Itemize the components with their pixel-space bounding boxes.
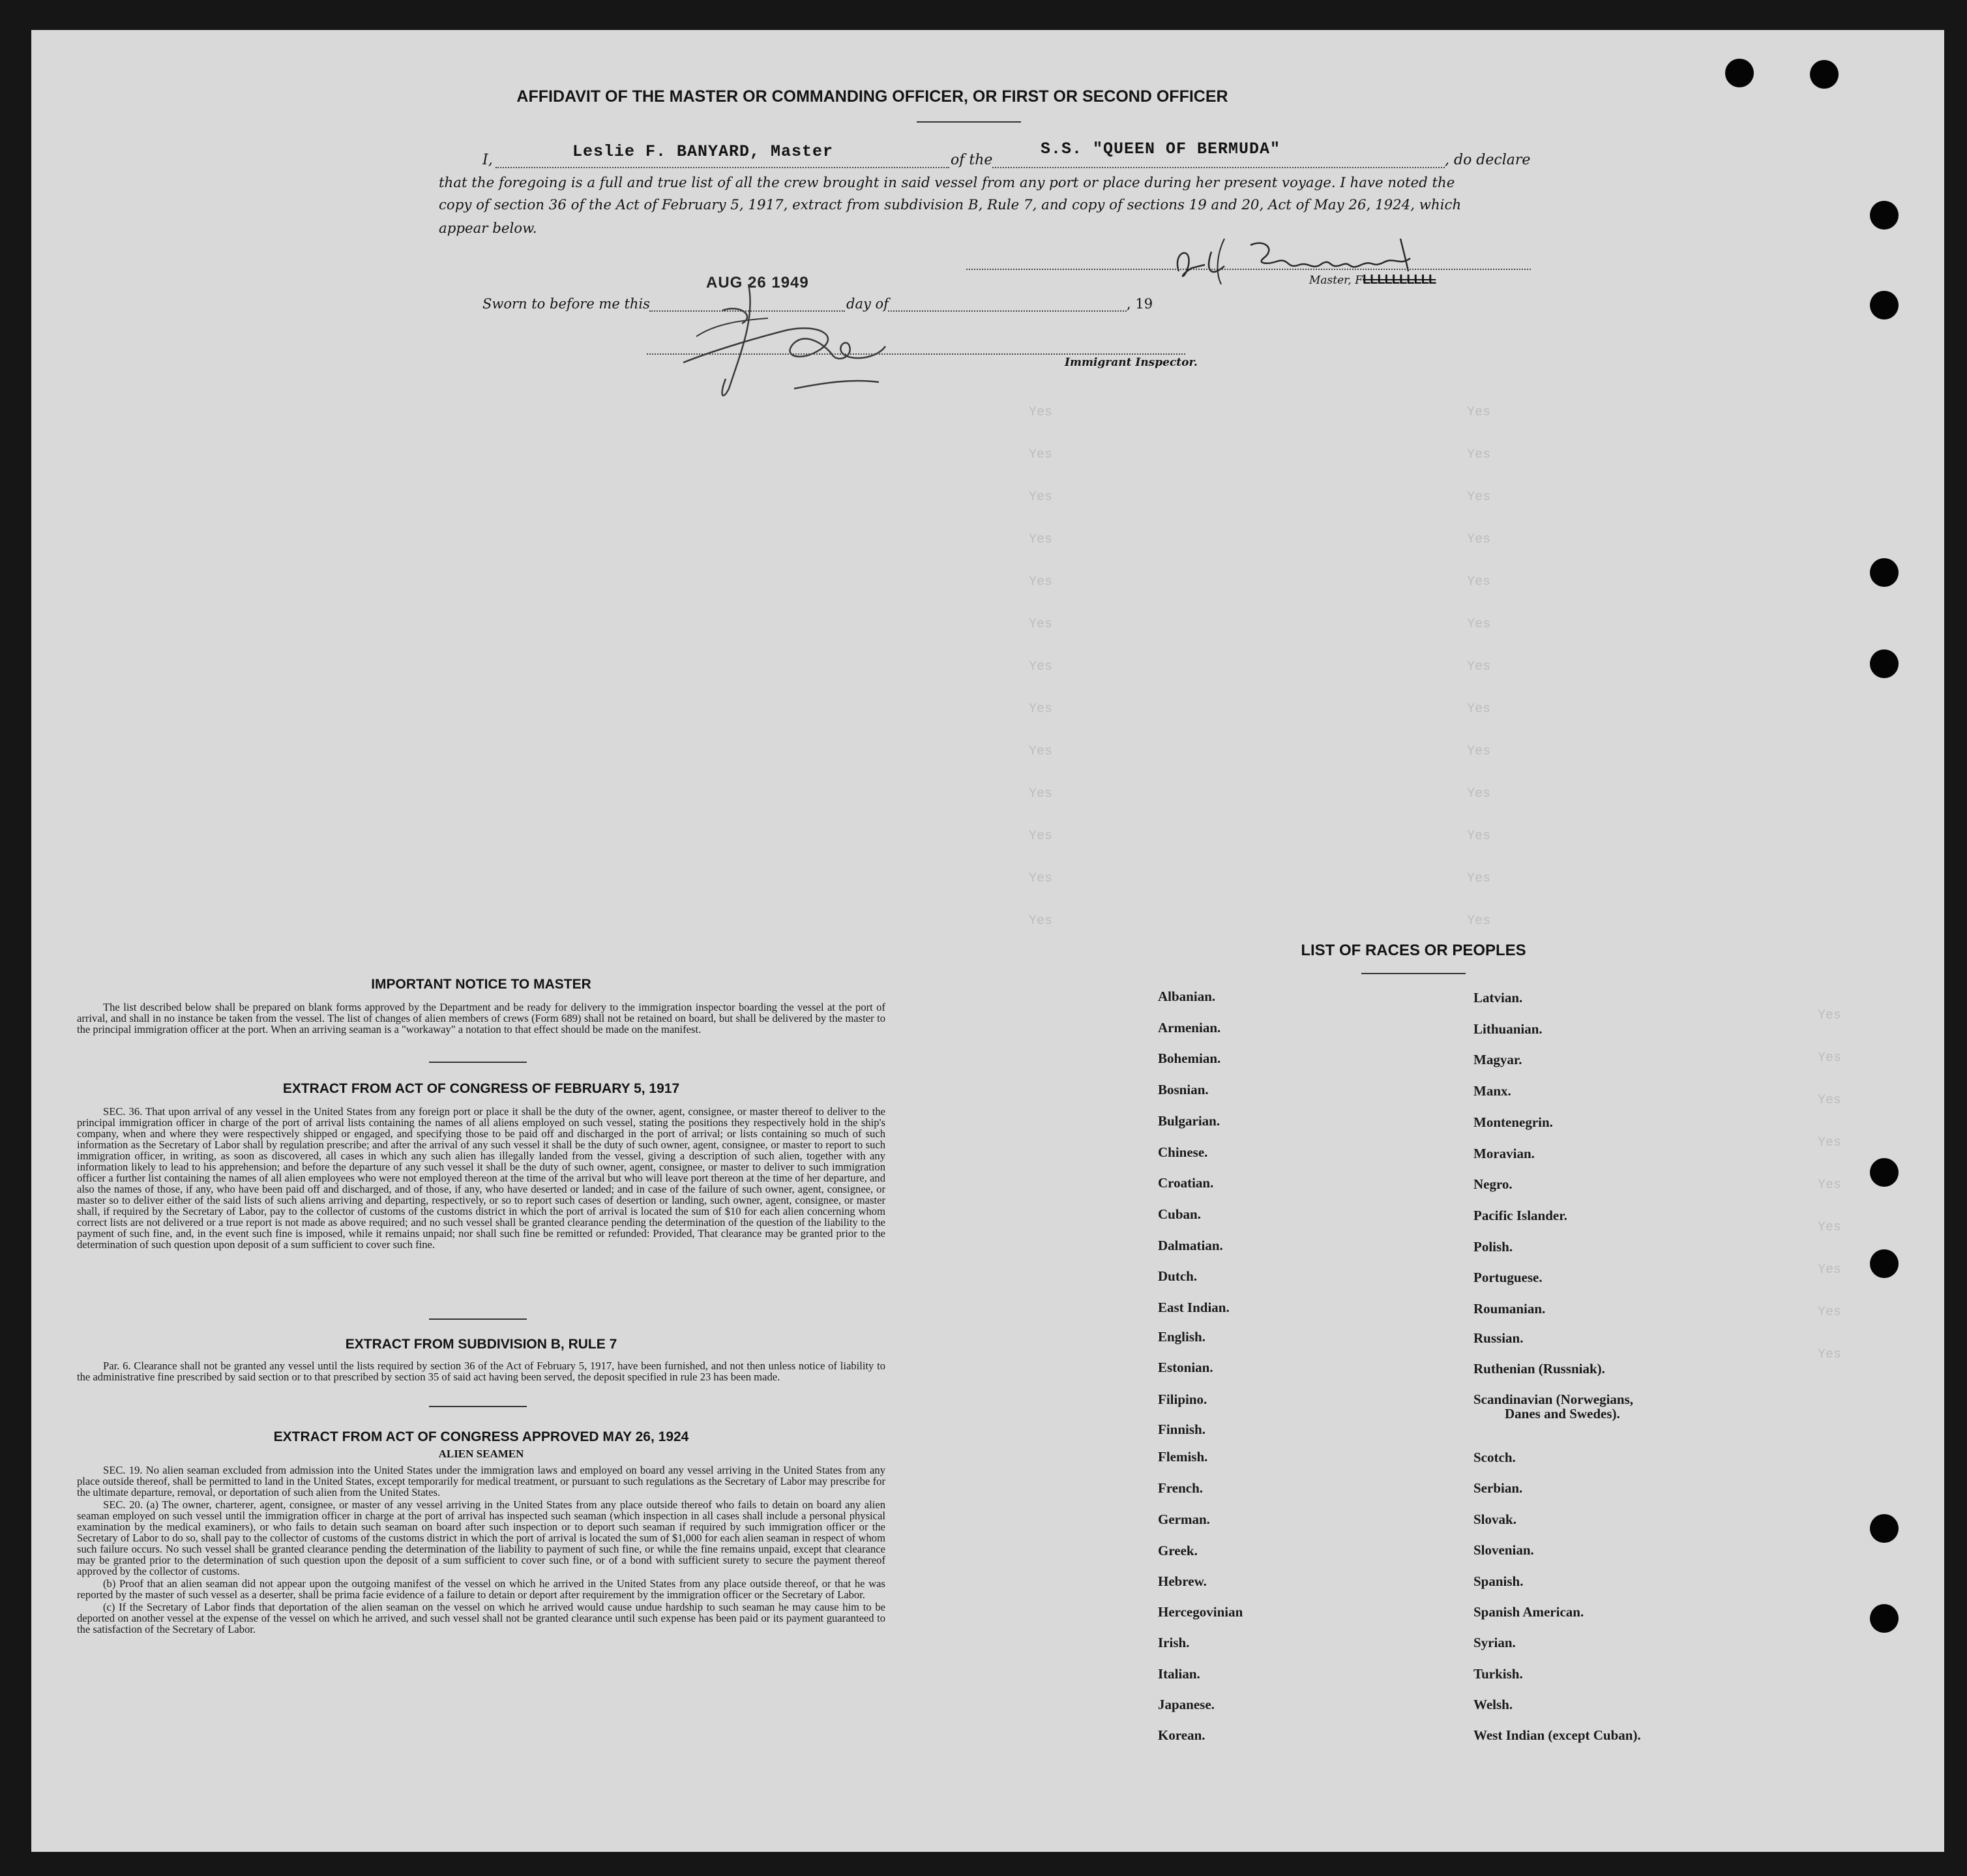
extract-1924-title: EXTRACT FROM ACT OF CONGRESS APPROVED MAY 26, 1924 [273, 1429, 689, 1444]
race-item: Filipino. [1158, 1392, 1207, 1407]
notice-paragraph: The list described below shall be prepared on blank forms approved by the Department and be ready for delivery to the immigration inspector boarding the vessel at the port of arrival, and shall in no instance be taken from the vessel. The list of changes of alien members of crews (Form 689) shall not be retained on board, but shall be delivered by the master to the principal immigration officer at the port. When an arriving seaman is a "workaway" a notation to that effect should be made on the manifest. [77, 1001, 885, 1035]
race-item: Finnish. [1158, 1422, 1205, 1437]
race-item: Portuguese. [1473, 1270, 1543, 1286]
manifest-page: Yes Yes Yes Yes Yes Yes Yes Yes Yes Yes Yes Yes Yes Yes Yes Yes Yes Yes Yes Yes Yes Yes Yes Yes Yes Yes Yes Yes Yes Yes Yes Yes Yes Yes Yes AFFIDAVIT OF THE MASTER OR COMMANDING OFFICER, OR FIRST OR SECOND OFFICER I, Leslie F. BANYARD, Master of the S.S. "QUEEN OF BERMUDA" , do declare that the foregoing is a full and true list of all the crew brought in said vessel from any port or place during her present voyage. I have noted the copy of section 36 of the Act of February 5, 1917, extract from subdivision B, Rule 7, and copy of sections 19 and 20, Act of May 26, 1924, which appear below. Master, FLLLLLLLLLL Sworn to before me this AUG 26 1949 day of , 19 Immigrant Inspector. IMPORTANT NOTICE TO MASTER The list described below shall be prepared on blank forms approved by the Department and be ready for delivery to the immigration inspector boarding the vessel at the port of arrival, and shall in no instance be taken from the vessel. The list of changes of alien members of crews (Form 689) shall not be retained on board, but shall be delivered by the master to the principal immigration officer at the port. When an arriving seaman is a "workaway" a notation to that effect should be made on the manifest. EXTRACT FROM ACT OF CONGRESS OF FEBRUARY 5, 1917 SEC. 36. That upon arrival of any vessel in the United States from any foreign port or place it shall be the duty of the owner, agent, consignee, or master thereof to deliver to the principal immigration officer in charge of the port of arrival lists containing the names of all aliens employed on such vessel, stating the positions they respectively hold in the ship's company, when and where they were respectively shipped or engaged, and specifying those to be paid off and discharged in the port of arrival; or lists containing so much of such information as the Secretary of Labor shall by regulation prescribe; and after the arrival of any such vessel it shall be the duty of such owner, agent, consignee, or master to report to such immigration officer, in writing, as soon as discovered, all cases in which any such alien has illegally landed from the vessel, giving a description of such alien, together with any information likely to lead to his apprehension; and before the departure of any such vessel it shall be the duty of such owner, agent, consignee, or master to deliver to such immigration officer a further list containing the names of all alien employees who were not employed thereon at the time of the arrival but who will leave port thereon at the time of her departure, and also the names of those, if any, who have been paid off and discharged, and of those, if any, who have deserted or landed; and in case of the failure of such owner, agent, consignee, or master so to deliver either of the said lists of such aliens arriving and departing, respectively, or so to report such cases of desertion or landing, such owner, agent, consignee, or master shall, if required by the Secretary of Labor, pay to the collector of customs of the customs district in which the port of arrival is located the sum of $10 for each alien concerning whom correct lists are not delivered or a true report is not made as above required; and no such vessel shall be granted clearance pending the determination of the question of the liability to the payment of such fine, and, in the event such fine is imposed, while it remains unpaid; nor shall such fine be remitted or refunded: Provided, That clearance may be granted prior to the determination of such question upon deposit of a sum sufficient to cover such fine. EXTRACT FROM SUBDIVISION B, RULE 7 Par. 6. Clearance shall not be granted any vessel until the lists required by section 36 of the Act of February 5, 1917, have been furnished, and not then unless notice of liability to the administrative fine prescribed by said section or to that prescribed by section 35 of said act having been served, the deposit specified in rule 23 has been made. EXTRACT FROM ACT OF CONGRESS APPROVED MAY 26, 1924 ALIEN SEAMEN SEC. 19. No alien seaman excluded from admission into the United States under the immigration laws and employed on board any vessel arriving in the United States from any place outside thereof, shall be permitted to land in the United States, except temporarily for medical treatment, or pursuant to such regulations as the Secretary of Labor may prescribe for the ultimate departure, removal, or deportation of such alien from the United States. SEC. 20. (a) The owner, charterer, agent, consignee, or master of any vessel arriving in the United States from any place outside thereof who fails to detain on board any alien seaman employed on such vessel until the immigration officer in charge at the port of arrival has inspected such seaman (which inspection in all cases shall include a personal physical examination by the medical examiners), or who fails to detain such seaman on board after such inspection or to deport such seaman if required by such immigration officer or the Secretary of Labor to do so, shall pay to the collector of customs of the customs district in which the port of arrival is located the sum of $1,000 for each alien seaman in respect of whom such failure occurs. No such vessel shall be granted clearance pending the determination of the liability to payment of such fine, or while the fine remains unpaid, except that clearance may be granted prior to the determination of such question upon the deposit of a sum sufficient to cover such fine, or of a bond with sufficient surety to secure the payment thereof approved by the collector of customs. (b) Proof that an alien seaman did not appear upon the outgoing manifest of the vessel on which he arrived in the United States from any place outside thereof, or that he was reported by the master of such vessel as a deserter, shall be prima facie evidence of a failure to detain or deport after requirement by the immigration officer or the Secretary of Labor. (c) If the Secretary of Labor finds that deportation of the alien seaman on the vessel on which he arrived would cause undue hardship to such seaman he may cause him to be deported on another vessel at the expense of the vessel on which he arrived, and such vessel shall not be granted clearance until such expense has been paid or its payment guaranteed to the satisfaction of the Secretary of Labor. LIST OF RACES OR PEOPLES Albanian. Armenian. Bohemian. Bosnian. Bulgarian. Chinese. Croatian. Cuban. Dalmatian. Dutch. East Indian. English. Estonian. Filipino. Finnish. Flemish. French. German. Greek. Hebrew. Hercegovinian Irish. Italian. Japanese. Korean. Latvian. Lithuanian. Magyar. Manx. Montenegrin. Moravian. Negro. Pacific Islander. Polish. Portuguese. Roumanian. Russian. Ruthenian (Russniak). Scandinavian (Norwegians, Danes and Swedes). Scotch. Serbian. Slovak. Slovenian. Spanish. Spanish American. Syrian. Turkish. Welsh. West Indian (except Cuban). [31, 30, 1944, 1852]
master-title-struck: LLLLLLLLLL [1363, 273, 1436, 287]
race-item: Italian. [1158, 1666, 1200, 1682]
race-item: Slovak. [1473, 1511, 1516, 1527]
extract-rule7-paragraph: Par. 6. Clearance shall not be granted any vessel until the lists required by section 36 of the Act of February 5, 1917, have been furnished, and not then unless notice of liability to the administrative fine prescribed by said section or to that prescribed by section 35 of said act having been served, the deposit specified in rule 23 has been made. [77, 1360, 885, 1383]
race-item: Chinese. [1158, 1144, 1208, 1160]
extract-1924-text [77, 1465, 885, 1636]
race-item: Scotch. [1473, 1450, 1516, 1465]
inspector-signature [657, 258, 918, 408]
race-item: Syrian. [1473, 1635, 1516, 1650]
do-declare-label: , do declare [1445, 152, 1531, 168]
year-label: , 19 [1127, 296, 1153, 312]
punch-hole [1870, 1158, 1899, 1187]
extract-rule7-text [77, 1360, 885, 1384]
race-item: Japanese. [1158, 1697, 1215, 1712]
extract-1924-paragraph: SEC. 19. No alien seaman excluded from admission into the United States under the immigration laws and employed on board any vessel arriving in the United States from any place outside thereof, shall be permitted to land in the United States, except temporarily for medical treatment, or pursuant to such regulations as the Secretary of Labor may prescribe for the ultimate departure, removal, or deportation of such alien from the United States. [77, 1464, 885, 1498]
inspector-label: Immigrant Inspector. [1065, 356, 1198, 369]
divider [429, 1318, 527, 1320]
races-title: LIST OF RACES OR PEOPLES [1301, 942, 1526, 959]
inspector-line [647, 353, 1185, 355]
race-item: Russian. [1473, 1330, 1524, 1346]
affidavit-i-label: I, [482, 152, 493, 168]
punch-hole [1810, 60, 1839, 89]
race-item: Polish. [1473, 1238, 1513, 1255]
race-item: Ruthenian (Russniak). [1473, 1361, 1605, 1377]
race-item: Pacific Islander. [1473, 1207, 1567, 1223]
punch-hole [1870, 291, 1899, 320]
race-item: West Indian (except Cuban). [1473, 1727, 1641, 1743]
race-item: Dutch. [1158, 1268, 1198, 1285]
race-item: Hebrew. [1158, 1573, 1207, 1589]
notice-title: IMPORTANT NOTICE TO MASTER [371, 977, 591, 992]
race-item: Scandinavian (Norwegians, [1473, 1392, 1634, 1407]
race-item: Slovenian. [1473, 1542, 1534, 1558]
divider [1361, 973, 1466, 974]
master-name: Leslie F. BANYARD, Master [572, 142, 834, 161]
race-item: Moravian. [1473, 1145, 1535, 1161]
punch-hole [1870, 201, 1899, 230]
sworn-label: Sworn to before me this [482, 296, 650, 312]
extract-1917-title: EXTRACT FROM ACT OF CONGRESS OF FEBRUARY 5, 1917 [282, 1081, 680, 1096]
race-item: Hercegovinian [1158, 1604, 1243, 1620]
date-stamp: AUG 26 1949 [706, 274, 809, 291]
divider [429, 1406, 527, 1407]
notice-text [77, 1002, 885, 1036]
race-item: Greek. [1158, 1543, 1198, 1558]
punch-hole [1870, 558, 1899, 587]
race-item: Manx. [1473, 1083, 1511, 1099]
race-item: Welsh. [1473, 1697, 1513, 1712]
extract-1917-text [77, 1106, 885, 1251]
punch-hole [1725, 59, 1754, 87]
extract-1924-subtitle: ALIEN SEAMEN [438, 1448, 524, 1460]
race-item: Montenegrin. [1473, 1114, 1553, 1130]
sworn-month-line [888, 310, 1127, 312]
race-item: Croatian. [1158, 1175, 1214, 1191]
race-item: Bohemian. [1158, 1050, 1221, 1067]
race-item: Albanian. [1158, 989, 1216, 1004]
extract-1917-paragraph: SEC. 36. That upon arrival of any vessel in the United States from any foreign port or place it shall be the duty of the owner, agent, consignee, or master thereof to deliver to the principal immigration officer in charge of the port of arrival lists containing the names of all aliens employed on such vessel, stating the positions they respectively hold in the ship's company, when and where they were respectively shipped or engaged, and specifying those to be paid off and discharged in the port of arrival; or lists containing so much of such information as the Secretary of Labor shall by regulation prescribe; and after the arrival of any such vessel it shall be the duty of such owner, agent, consignee, or master to report to such immigration officer, in writing, as soon as discovered, all cases in which any such alien has illegally landed from the vessel, giving a description of such alien, together with any information likely to lead to his apprehension; and before the departure of any such vessel it shall be the duty of such owner, agent, consignee, or master to deliver to such immigration officer a further list containing the names of all alien employees who were not employed thereon at the time of the arrival but who will leave port thereon at the time of her departure, and also the names of those, if any, who have been paid off and discharged, and of those, if any, who have deserted or landed; and in case of the failure of such owner, agent, consignee, or master so to deliver either of the said lists of such aliens arriving and departing, respectively, or so to report such cases of desertion or landing, such owner, agent, consignee, or master shall, if required by the Secretary of Labor, pay to the collector of customs of the customs district in which the port of arrival is located the sum of $10 for each alien concerning whom correct lists are not delivered or a true report is not made as above required; and no such vessel shall be granted clearance pending the determination of the question of the liability to the payment of such fine, and, in the event such fine is imposed, while it remains unpaid; nor shall such fine be remitted or refunded: Provided, That clearance may be granted prior to the determination of such question upon deposit of a sum sufficient to cover such fine. [77, 1105, 885, 1251]
race-item: German. [1158, 1511, 1210, 1527]
divider [429, 1062, 527, 1063]
race-item: Irish. [1158, 1635, 1190, 1650]
race-item: French. [1158, 1480, 1204, 1496]
race-item: Magyar. [1473, 1052, 1522, 1068]
extract-rule7-title: EXTRACT FROM SUBDIVISION B, RULE 7 [345, 1337, 617, 1352]
extract-1924-paragraph: (b) Proof that an alien seaman did not appear upon the outgoing manifest of the vessel on which he arrived in the United States from any place outside thereof, or that he was reported by the master of such vessel as a deserter, shall be prima facie evidence of a failure to detain or deport after requirement by the immigration officer or the Secretary of Labor. [77, 1577, 885, 1601]
race-item: Latvian. [1473, 990, 1523, 1005]
race-item: Armenian. [1158, 1019, 1221, 1035]
race-item: Cuban. [1158, 1206, 1201, 1222]
race-item: Spanish American. [1473, 1604, 1584, 1620]
of-the-label: of the [951, 152, 993, 168]
vessel-name-line [992, 167, 1445, 168]
races-list-right [1473, 990, 1812, 1805]
race-item: Roumanian. [1473, 1301, 1546, 1317]
race-item: Dalmatian. [1158, 1237, 1223, 1253]
extract-1924-paragraph: SEC. 20. (a) The owner, charterer, agent, consignee, or master of any vessel arriving in the United States from any place outside thereof who fails to detain on board any alien seaman employed on such vessel until the immigration officer in charge at the port of arrival has inspected such seaman (which inspection in all cases shall include a personal physical examination by the medical examiners), or who fails to detain such seaman on board after such inspection or to deport such seaman if required by such immigration officer or the Secretary of Labor to do so, shall pay to the collector of customs of the customs district in which the port of arrival is located the sum of $1,000 for each alien seaman in respect of whom such failure occurs. No such vessel shall be granted clearance pending the determination of the liability to payment of such fine, or while the fine remains unpaid, except that clearance may be granted prior to the determination of such question upon the deposit of a sum sufficient to cover such fine, or of a bond with sufficient surety to secure the payment thereof approved by the collector of customs. [77, 1498, 885, 1577]
race-item: Serbian. [1473, 1480, 1523, 1496]
race-item: Spanish. [1473, 1573, 1524, 1589]
race-item: Turkish. [1473, 1666, 1523, 1682]
punch-hole [1870, 649, 1899, 678]
punch-hole [1870, 1249, 1899, 1278]
extract-1924-paragraph: (c) If the Secretary of Labor finds that deportation of the alien seaman on the vessel on which he arrived would cause undue hardship to such seaman he may cause him to be deported on another vessel at the expense of the vessel on which he arrived, and such vessel shall not be granted clearance until such expense has been paid or its payment guaranteed to the satisfaction of the Secretary of Labor. [77, 1601, 885, 1635]
affidavit-line-3: appear below. [439, 220, 537, 237]
race-item: Danes and Swedes). [1505, 1406, 1620, 1422]
affidavit-line-1: that the foregoing is a full and true list of all the crew brought in said vessel from any port or place during her present voyage. I have noted the [439, 175, 1455, 191]
race-item: Lithuanian. [1473, 1020, 1543, 1037]
race-item: East Indian. [1158, 1300, 1230, 1315]
vessel-name: S.S. "QUEEN OF BERMUDA" [1041, 140, 1281, 158]
divider [917, 121, 1021, 123]
punch-hole [1870, 1514, 1899, 1543]
races-list-left [1158, 989, 1393, 1804]
race-item: Bosnian. [1158, 1082, 1209, 1098]
race-item: Flemish. [1158, 1449, 1208, 1465]
punch-hole [1870, 1604, 1899, 1633]
master-title: Master, F [1309, 274, 1363, 287]
race-item: Estonian. [1158, 1360, 1213, 1375]
race-item: Bulgarian. [1158, 1112, 1220, 1129]
affidavit-title: AFFIDAVIT OF THE MASTER OR COMMANDING OFFICER, OR FIRST OR SECOND OFFICER [516, 87, 1228, 106]
race-item: English. [1158, 1329, 1205, 1345]
master-title-label [1309, 273, 1436, 288]
race-item: Negro. [1473, 1176, 1513, 1193]
race-item: Korean. [1158, 1727, 1205, 1743]
day-of-label: day of [846, 296, 889, 312]
master-name-line [495, 167, 949, 168]
affidavit-line-2: copy of section 36 of the Act of February 5, 1917, extract from subdivision B, Rule 7, and copy of sections 19 and 20, Act of May 26, 1924, which [439, 197, 1462, 213]
